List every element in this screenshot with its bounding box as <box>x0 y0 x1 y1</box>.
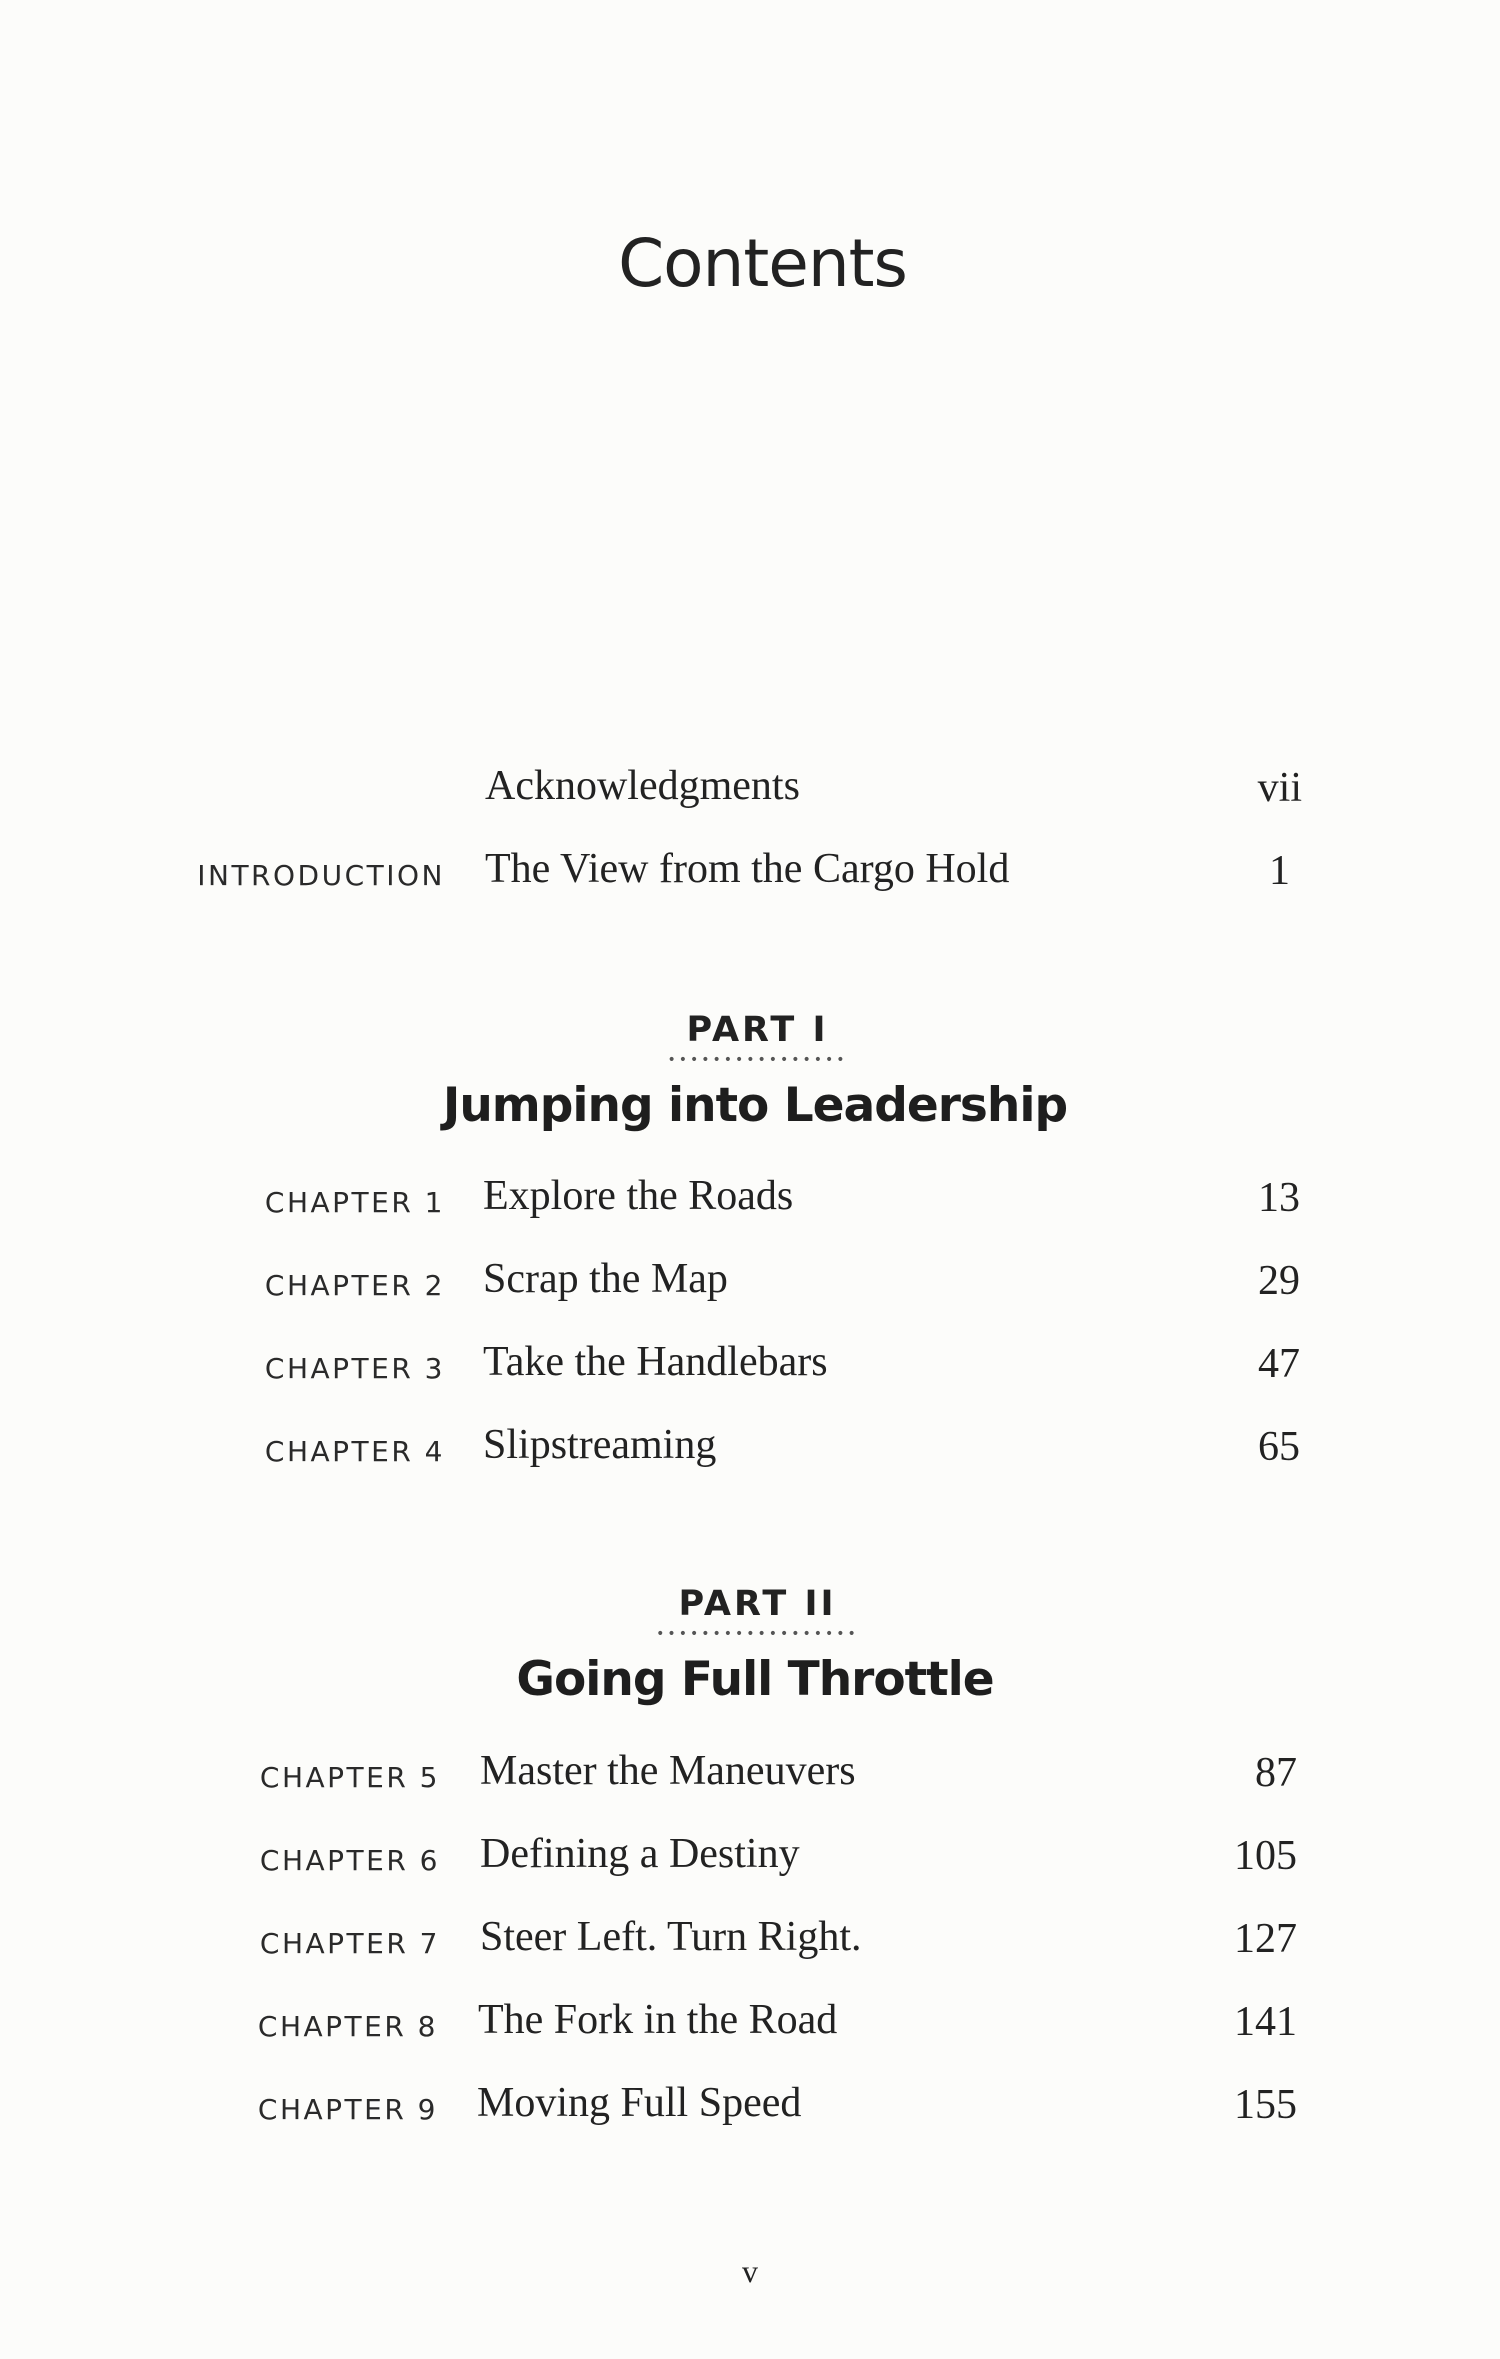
entry-page-number: 1 <box>1269 848 1290 894</box>
part-label: PART I <box>686 1010 829 1050</box>
entry-page-number: vii <box>1257 765 1302 811</box>
entry-page-number: 141 <box>1234 1999 1297 2045</box>
part-title: Jumping into Leadership <box>442 1078 1068 1133</box>
entry-label: CHAPTER 3 <box>264 1352 445 1385</box>
toc-entry-chapter-2[interactable] <box>0 1255 1500 1315</box>
entry-page-number: 155 <box>1234 2082 1297 2128</box>
entry-title: Explore the Roads <box>483 1173 794 1219</box>
toc-entry-chapter-8[interactable] <box>0 1996 1500 2056</box>
entry-title: Scrap the Map <box>483 1256 728 1302</box>
entry-label: INTRODUCTION <box>197 859 445 892</box>
entry-page-number: 127 <box>1234 1916 1297 1962</box>
toc-entry-chapter-1[interactable] <box>0 1172 1500 1232</box>
entry-page-number: 105 <box>1234 1833 1297 1879</box>
toc-entry-introduction[interactable] <box>0 845 1500 905</box>
part-label: PART II <box>678 1584 837 1624</box>
entry-label: CHAPTER 8 <box>257 2010 438 2043</box>
toc-entry-chapter-5[interactable] <box>0 1747 1500 1807</box>
part-dot-rule: •••••••••••••••••• <box>656 1626 859 1642</box>
entry-label: CHAPTER 1 <box>264 1186 445 1219</box>
entry-page-number: 87 <box>1255 1750 1297 1796</box>
page-folio: v <box>742 2253 758 2289</box>
entry-page-number: 65 <box>1258 1424 1300 1470</box>
toc-entry-chapter-9[interactable] <box>0 2079 1500 2139</box>
entry-page-number: 47 <box>1258 1341 1300 1387</box>
entry-title: Moving Full Speed <box>477 2080 802 2126</box>
entry-page-number: 13 <box>1258 1175 1300 1221</box>
part-dot-rule: •••••••••••••••• <box>667 1052 848 1068</box>
toc-entry-chapter-3[interactable] <box>0 1338 1500 1398</box>
entry-title: Defining a Destiny <box>480 1831 800 1877</box>
entry-label: CHAPTER 4 <box>264 1435 445 1468</box>
toc-entry-acknowledgments[interactable] <box>0 762 1500 822</box>
entry-page-number: 29 <box>1258 1258 1300 1304</box>
entry-title: Take the Handlebars <box>483 1339 828 1385</box>
entry-title: Slipstreaming <box>483 1422 717 1468</box>
entry-title: Steer Left. Turn Right. <box>480 1914 862 1960</box>
entry-label: CHAPTER 9 <box>257 2093 438 2126</box>
entry-label: CHAPTER 6 <box>259 1844 440 1877</box>
part-title: Going Full Throttle <box>516 1652 994 1707</box>
entry-label: CHAPTER 5 <box>259 1761 440 1794</box>
entry-title: Master the Maneuvers <box>480 1748 856 1794</box>
entry-title: The View from the Cargo Hold <box>485 846 1010 892</box>
entry-label: CHAPTER 2 <box>264 1269 445 1302</box>
entry-label: CHAPTER 7 <box>259 1927 440 1960</box>
entry-title: The Fork in the Road <box>478 1997 838 2043</box>
toc-entry-chapter-6[interactable] <box>0 1830 1500 1890</box>
toc-entry-chapter-4[interactable] <box>0 1421 1500 1481</box>
page-title: Contents <box>618 225 907 302</box>
entry-title: Acknowledgments <box>485 763 800 809</box>
toc-entry-chapter-7[interactable] <box>0 1913 1500 1973</box>
